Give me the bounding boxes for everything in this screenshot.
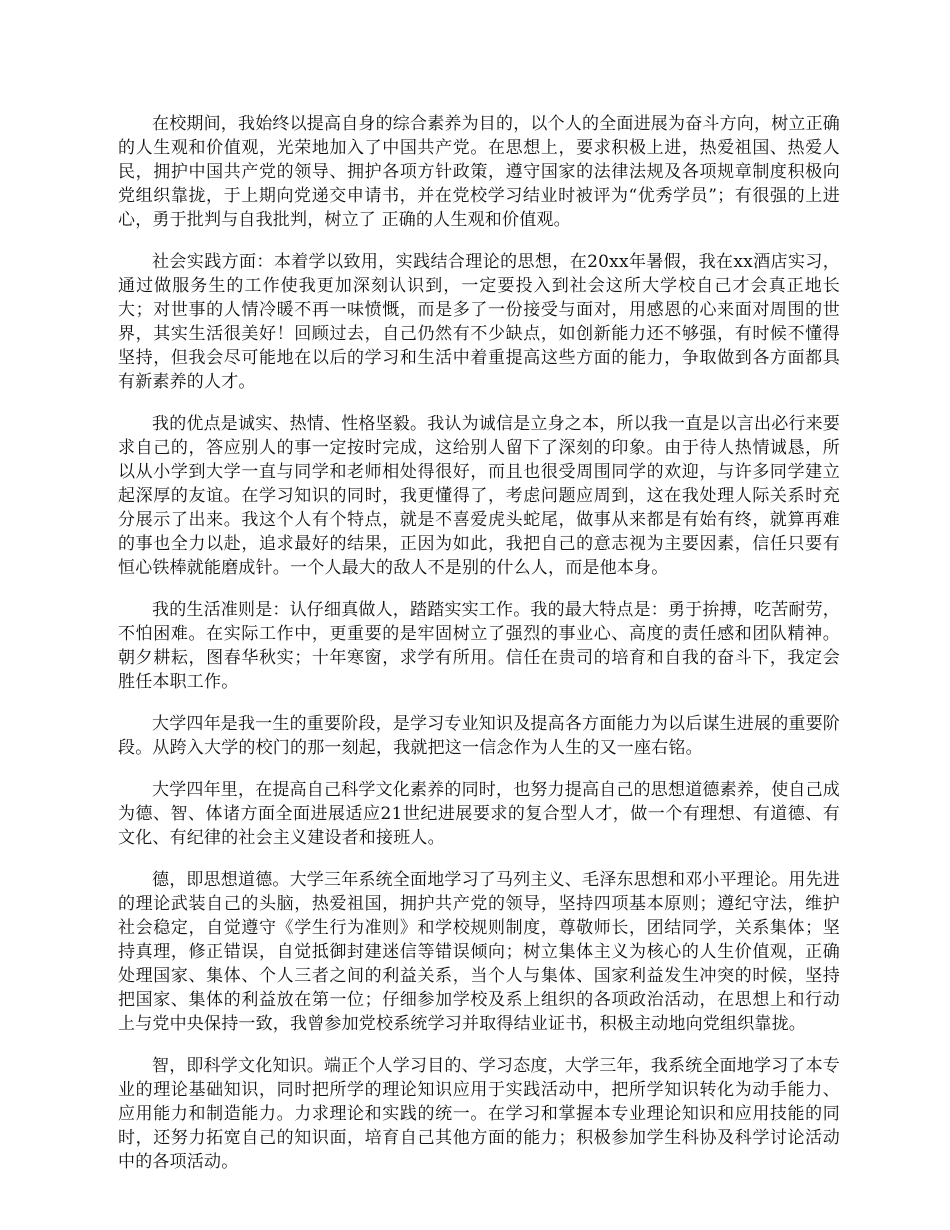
paragraph-morality: 德，即思想道德。大学三年系统全面地学习了马列主义、毛泽东思想和邓小平理论。用先进的理论武装自己的头脑，热爱祖国，拥护共产党的领导，坚持四项基本原则；遵纪守法，维护社会稳定，自觉遵守《学生行为准则》和学校规则制度，尊敬师长，团结同学，关系集体；坚持真理，修正错误，自觉抵御封建迷信等错误倾向；树立集体主义为核心的人生价值观，正确处理国家、集体、个人三者之间的利益关系，当个人与集体、国家利益发生冲突的时候，坚持把国家、集体的利益放在第一位；仔细参加学校及系上组织的各项政治活动，在思想上和行动上与党中央保持一致，我曾参加党校系统学习并取得结业证书，积极主动地向党组织靠拢。	[118, 870, 840, 1034]
paragraph-four-years: 大学四年是我一生的重要阶段，是学习专业知识及提高各方面能力为以后谋生进展的重要阶段。从跨入大学的校门的那一刻起，我就把这一信念作为人生的又一座右铭。	[118, 714, 840, 758]
document-body	[118, 112, 840, 1192]
paragraph-knowledge: 智，即科学文化知识。端正个人学习目的、学习态度，大学三年，我系统全面地学习了本专业的理论基础知识，同时把所学的理论知识应用于实践活动中，把所学知识转化为动手能力、应用能力和制造能力。力求理论和实践的统一。在学习和掌握本专业理论知识和应用技能的同时，还努力拓宽自己的知识面，培育自己其他方面的能力；积极参加学生科协及科学讨论活动中的各项活动。	[118, 1056, 840, 1172]
paragraph-social-practice: 社会实践方面：本着学以致用，实践结合理论的思想，在20xx年暑假，我在xx酒店实习，通过做服务生的工作使我更加深刻认识到，一定要投入到社会这所大学校自己才会真正地长大；对世事的人情冷暖不再一味愤慨，而是多了一份接受与面对，用感恩的心来面对周围的世界，其实生活很美好！回顾过去，自己仍然有不少缺点，如创新能力还不够强，有时候不懂得坚持，但我会尽可能地在以后的学习和生活中着重提高这些方面的能力，争取做到各方面都具有新素养的人才。	[118, 252, 840, 392]
paragraph-all-round-development: 大学四年里，在提高自己科学文化素养的同时，也努力提高自己的思想道德素养，使自己成为德、智、体诸方面全面进展适应21世纪进展要求的复合型人才，做一个有理想、有道德、有文化、有纪律的社会主义建设者和接班人。	[118, 780, 840, 848]
paragraph-life-principles: 我的生活准则是：认仔细真做人，踏踏实实工作。我的最大特点是：勇于拚搏，吃苦耐劳，不怕困难。在实际工作中，更重要的是牢固树立了强烈的事业心、高度的责任感和团队精神。朝夕耕耘，图春华秋实；十年寒窗，求学有所用。信任在贵司的培育和自我的奋斗下，我定会胜任本职工作。	[118, 600, 840, 692]
paragraph-campus-life: 在校期间，我始终以提高自身的综合素养为目的，以个人的全面进展为奋斗方向，树立正确的人生观和价值观，光荣地加入了中国共产党。在思想上，要求积极上进，热爱祖国、热爱人民，拥护中国共产党的领导、拥护各项方针政策，遵守国家的法律法规及各项规章制度积极向党组织靠拢，于上期向党递交申请书，并在党校学习结业时被评为“优秀学员”；有很强的上进心，勇于批判与自我批判，树立了 正确的人生观和价值观。	[118, 114, 840, 230]
paragraph-strengths: 我的优点是诚实、热情、性格坚毅。我认为诚信是立身之本，所以我一直是以言出必行来要求自己的，答应别人的事一定按时完成，这给别人留下了深刻的印象。由于待人热情诚恳，所以从小学到大学一直与同学和老师相处得很好，而且也很受周围同学的欢迎，与许多同学建立起深厚的友谊。在学习知识的同时，我更懂得了，考虑问题应周到，这在我处理人际关系时充分展示了出来。我这个人有个特点，就是不喜爱虎头蛇尾，做事从来都是有始有终，就算再难的事也全力以赴，追求最好的结果，正因为如此，我把自己的意志视为主要因素，信任只要有恒心铁棒就能磨成针。一个人最大的敌人不是别的什么人，而是他本身。	[118, 414, 840, 578]
